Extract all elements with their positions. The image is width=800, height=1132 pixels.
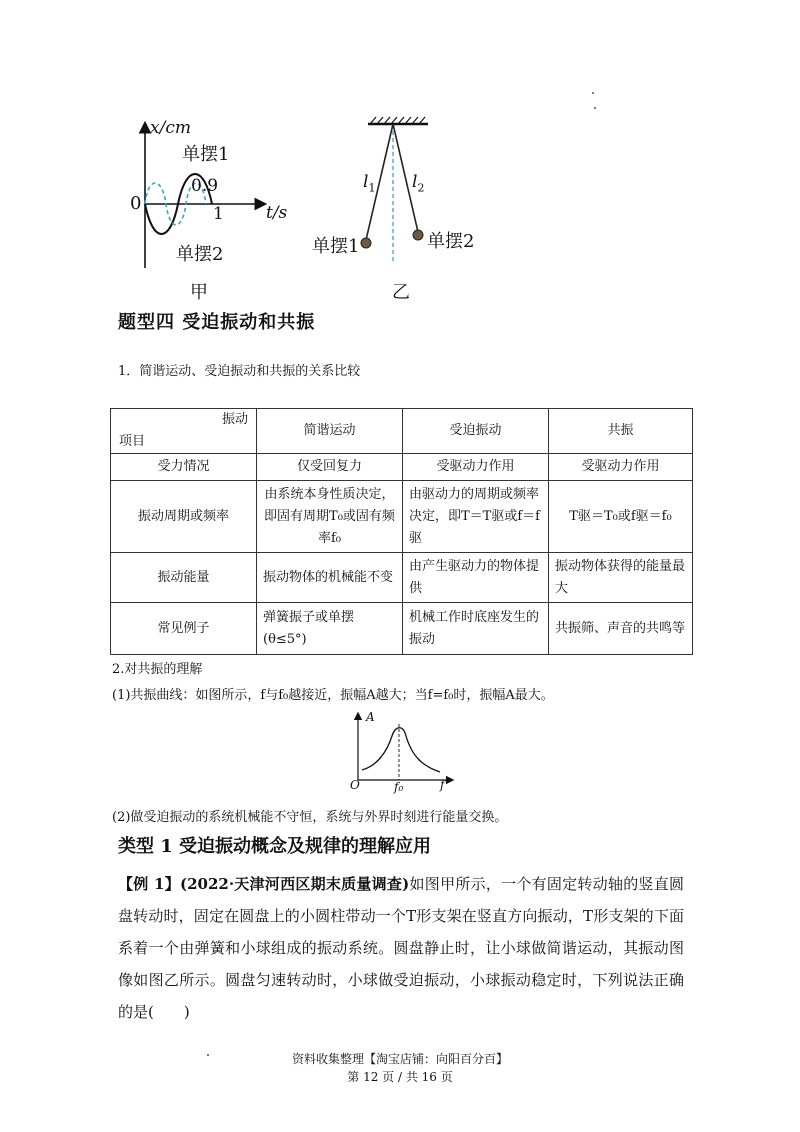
- type-title: 类型 1 受迫振动概念及规律的理解应用: [118, 836, 432, 857]
- table-row: [111, 481, 693, 553]
- table-cell: 受驱动力作用: [403, 454, 549, 481]
- corner-bottom: 项目: [119, 434, 146, 449]
- example-1: [118, 868, 684, 1028]
- pendulum2-label-yi: 单摆2: [427, 231, 475, 252]
- table-row: [111, 454, 693, 481]
- table-cell: 弹簧振子或单摆(θ≤5°): [257, 603, 403, 655]
- corner-top: 振动: [221, 412, 248, 427]
- table-cell: 机械工作时底座发生的振动: [403, 603, 549, 655]
- subheading: 1．简谐运动、受迫振动和共振的关系比较: [118, 364, 361, 379]
- table-cell: 由系统本身性质决定，即固有周期T₀或固有频率f₀: [257, 481, 403, 553]
- resonance-curve: [362, 728, 440, 772]
- understanding-title: 2.对共振的理解: [112, 662, 203, 677]
- row-label: 常见例子: [111, 603, 257, 655]
- col-header: 受迫振动: [403, 409, 549, 454]
- f0-label: f₀: [394, 780, 404, 794]
- comparison-table: [110, 408, 693, 655]
- figure-jia-caption: 甲: [190, 282, 208, 303]
- f-axis-label: f: [440, 778, 445, 792]
- pendulum1-label: 单摆1: [182, 144, 230, 165]
- origin-label: 0: [130, 193, 142, 214]
- example-source: (2022·天津河西区期末质量调查): [179, 875, 410, 893]
- example-tag: 【例 1】: [118, 875, 180, 893]
- row-label: 振动周期或频率: [111, 481, 257, 553]
- table-cell: 共振筛、声音的共鸣等: [549, 603, 693, 655]
- table-cell: 仅受回复力: [257, 454, 403, 481]
- pendulum2-label: 单摆2: [176, 244, 224, 265]
- table-row: [111, 603, 693, 655]
- a-axis-label: A: [366, 710, 375, 724]
- l1-label: $l_1$: [363, 172, 376, 195]
- paragraph-2: (2)做受迫振动的系统机械能不守恒，系统与外界时刻进行能量交换。: [112, 810, 508, 825]
- pendulum1-label-yi: 单摆1: [312, 236, 360, 257]
- paragraph-1: (1)共振曲线：如图所示，f与f₀越接近，振幅A越大；当f=f₀时，振幅A最大。: [112, 688, 554, 703]
- corner-cell: [111, 409, 257, 454]
- table-row: [111, 553, 693, 603]
- row-label: 振动能量: [111, 553, 257, 603]
- col-header: 共振: [549, 409, 693, 454]
- mark-0.9: 0.9: [191, 176, 219, 196]
- table-cell: 由驱动力的周期或频率决定，即T＝T驱或f＝f驱: [403, 481, 549, 553]
- table-cell: 振动物体的机械能不变: [257, 553, 403, 603]
- table-header-row: [111, 409, 693, 454]
- mark-1: 1: [213, 204, 224, 224]
- col-header: 简谐运动: [257, 409, 403, 454]
- bob-1: [361, 238, 371, 248]
- section-title: 题型四 受迫振动和共振: [118, 312, 316, 333]
- speck: [592, 92, 594, 94]
- footer-source: 资料收集整理【淘宝店铺：向阳百分百】: [291, 1052, 508, 1066]
- row-label: 受力情况: [111, 454, 257, 481]
- origin-o-label: O: [350, 778, 360, 792]
- x-axis-label: t/s: [266, 203, 288, 223]
- table-cell: T驱＝T₀或f驱＝f₀: [549, 481, 693, 553]
- figure-yi-caption: 乙: [392, 282, 410, 303]
- l2-label: $l_2$: [412, 172, 425, 195]
- table-cell: 由产生驱动力的物体提供: [403, 553, 549, 603]
- example-text: 如图甲所示，一个有固定转动轴的竖直圆盘转动时，固定在圆盘上的小圆柱带动一个T形支架在竖直方向振动，T形支架的下面系着一个由弹簧和小球组成的振动系统。圆盘静止时，让小球做简谐运动，其振动图像如图乙所示。圆盘匀速转动时，小球做受迫振动，小球振动稳定时，下列说法正确的是( ): [118, 875, 684, 1021]
- speck: [594, 107, 596, 109]
- bob-2: [413, 230, 423, 240]
- footer-page-number: 第 12 页 / 共 16 页: [347, 1070, 453, 1084]
- table-cell: 振动物体获得的能量最大: [549, 553, 693, 603]
- table-cell: 受驱动力作用: [549, 454, 693, 481]
- y-axis-label: x/cm: [150, 118, 191, 138]
